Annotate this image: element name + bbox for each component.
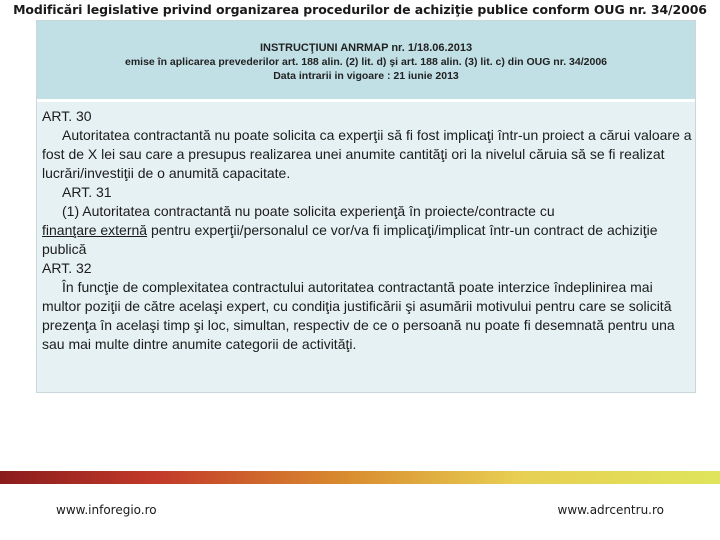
footer-link-inforegio[interactable]: www.inforegio.ro [56,503,157,517]
content-box [36,20,696,393]
slide-title: Modificări legislative privind organizarea procedurilor de achiziţie publice conform OUG nr. 34/2006 [13,2,707,17]
header-line-emitted: emise în aplicarea prevederilor art. 188 alin. (2) lit. d) şi art. 188 alin. (3) lit. c) din OUG nr. 34/2006 [124,56,608,68]
header-line-instruction: INSTRUCŢIUNI ANRMAP nr. 1/18.06.2013 [259,42,473,54]
footer-link-adrcentru[interactable]: www.adrcentru.ro [557,503,664,517]
header-line-date: Data intrarii in vigoare : 21 iunie 2013 [273,70,459,82]
instruction-header [37,21,695,102]
art32-title: ART. 32 [42,260,92,276]
articles-body [42,107,692,354]
art30-title: ART. 30 [42,108,92,124]
art31-underlined-term: finanţare externă [42,222,148,238]
art31-text [42,202,692,259]
art31-text-a: (1) Autoritatea contractantă nu poate solicita experienţă în proiecte/contracte cu [62,203,555,219]
footer-gradient-bar [0,471,720,484]
art32-text: În funcţie de complexitatea contractului autoritatea contractantă poate interzice îndeplinirea mai multor poziţii de către acelaşi expert, cu condiţia justificării şi asumării motivului pentru care se solicită prezenţa în acelaşi timp şi loc, simultan, respectiv de ce o persoană nu poate fi desemnată pentru una sau mai multe dintre anumite categorii de activităţi. [42,279,675,352]
art30-text: Autoritatea contractantă nu poate solicita ca experţii să fi fost implicaţi într-un proiect a cărui valoare a fost de X lei sau care a presupus realizarea unei anumite cantităţi ori la nivelul căruia să se fi realizat lucrări/investiţii de o anumită capacitate. [42,127,692,181]
art31-text-b: pentru experţii/personalul ce vor/va fi implicaţi/implicat într-un contract de achiziţie publică [42,222,658,257]
art31-title: ART. 31 [62,184,112,200]
